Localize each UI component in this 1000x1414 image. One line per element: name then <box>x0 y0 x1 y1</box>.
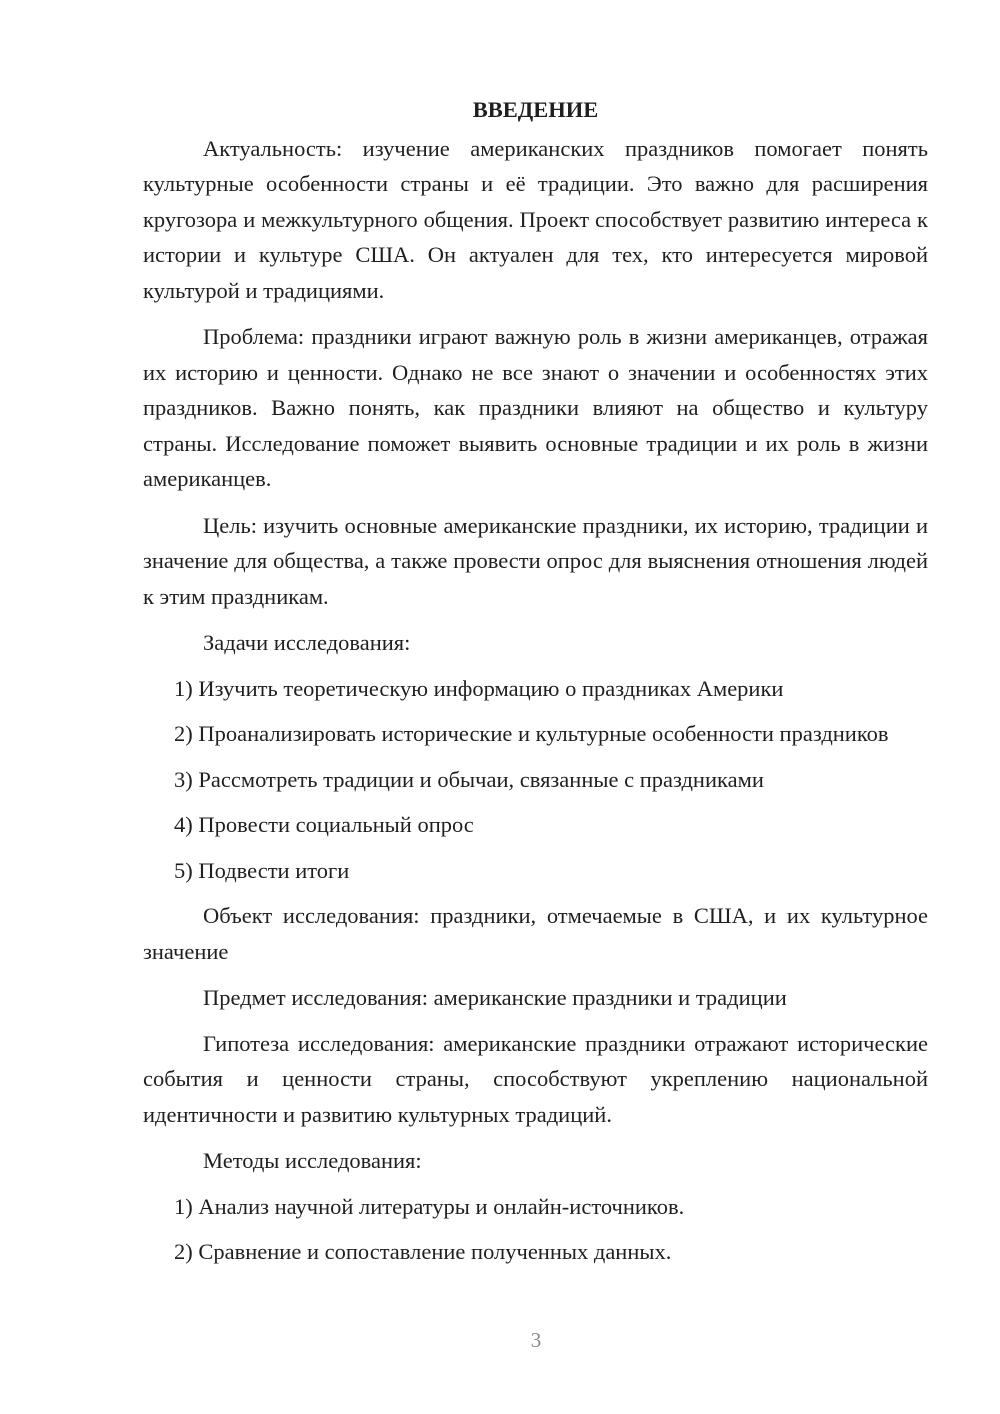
section-title: ВВЕДЕНИЕ <box>472 97 599 122</box>
task-item: 3) Рассмотреть традиции и обычаи, связанные с праздниками <box>174 766 764 792</box>
page-number: 3 <box>530 1328 542 1352</box>
task-item: 1) Изучить теоретическую информацию о праздниках Америки <box>174 675 784 701</box>
task-item: 4) Провести социальный опрос <box>174 812 474 837</box>
relevance-paragraph: Актуальность: изучение американских праздников помогает понять культурные особенности страны и её традиции. Это важно для расширения кругозора и межкультурного общения. Проект способствует развитию интереса к истории и культуре США. Он актуален для тех, кто интересуется мировой культурой и традициями. <box>143 135 928 303</box>
task-item: 5) Подвести итоги <box>174 857 350 883</box>
task-item: 2) Проанализировать исторические и культурные особенности праздников <box>174 721 889 746</box>
problem-paragraph: Проблема: праздники играют важную роль в жизни американцев, отражая их историю и ценности. Однако не все знают о значении и особенностях этих праздников. Важно понять, как праздники влияют на общество и культуру страны. Исследование поможет выявить основные традиции и их роль в жизни американцев. <box>143 324 928 491</box>
hypothesis-paragraph: Гипотеза исследования: американские праздники отражают исторические события и ценности страны, способствуют укреплению национальной идентичности и развитию культурных традиций. <box>143 1030 928 1127</box>
object-paragraph: Объект исследования: праздники, отмечаемые в США, и их культурное значение <box>143 903 928 964</box>
method-item: 2) Сравнение и сопоставление полученных данных. <box>174 1239 672 1264</box>
goal-paragraph: Цель: изучить основные американские праздники, их историю, традиции и значение для общества, а также провести опрос для выяснения отношения людей к этим праздникам. <box>143 512 928 609</box>
method-item: 1) Анализ научной литературы и онлайн-источников. <box>174 1193 685 1219</box>
subject-paragraph: Предмет исследования: американские праздники и традиции <box>203 985 787 1010</box>
methods-heading: Методы исследования: <box>203 1148 422 1173</box>
tasks-heading: Задачи исследования: <box>203 630 411 655</box>
document-page <box>143 92 928 1280</box>
